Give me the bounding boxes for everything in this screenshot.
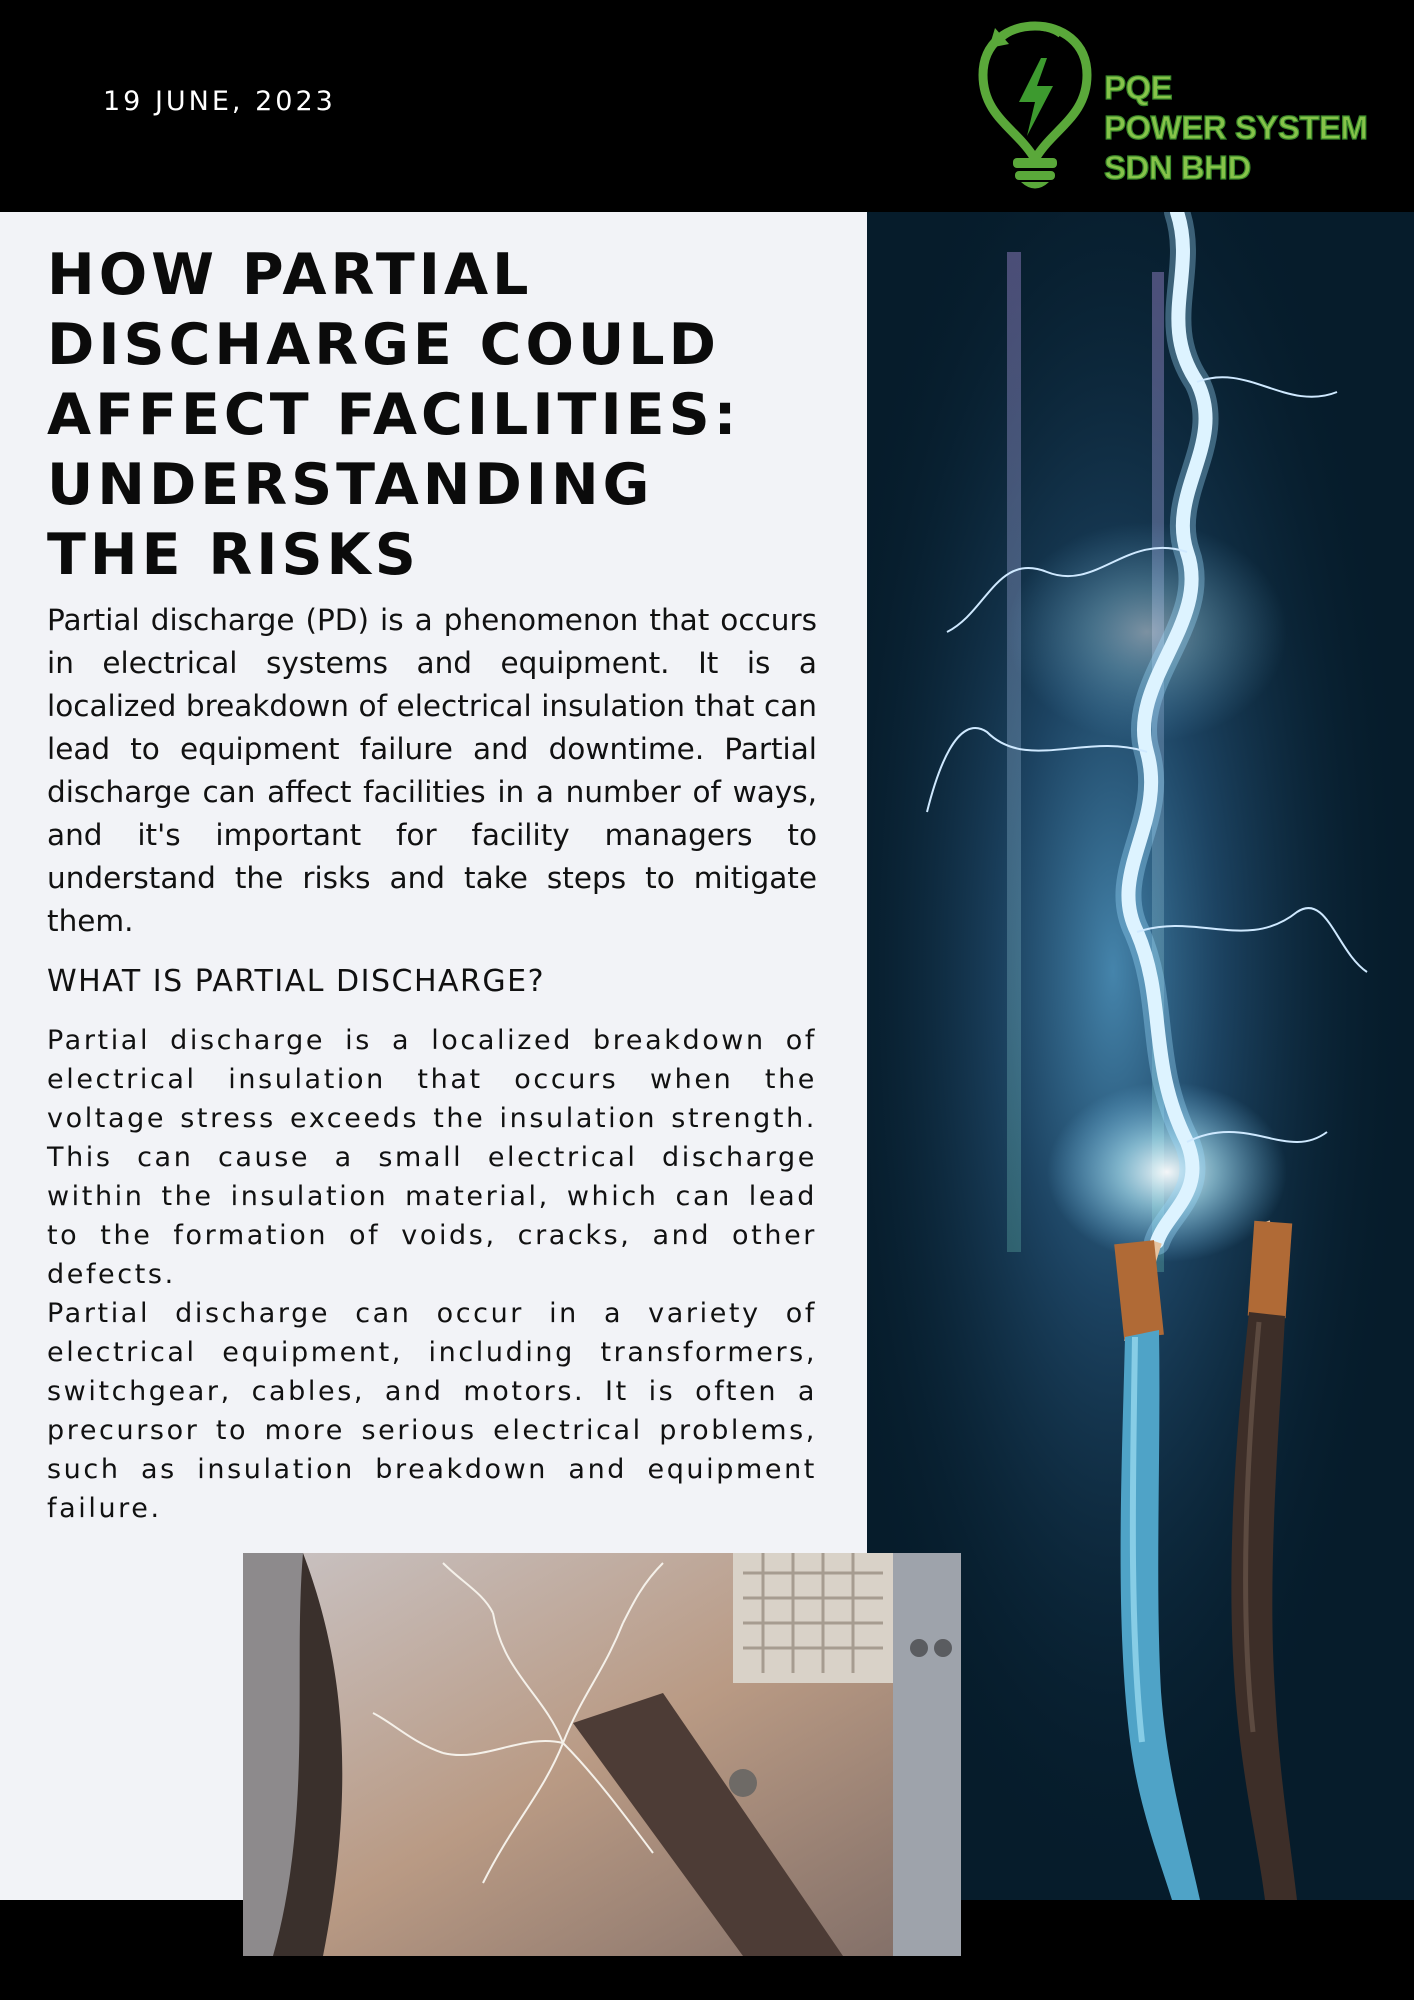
header-bar <box>0 0 1414 212</box>
burnt-insulation-photo <box>243 1553 961 1956</box>
article-title: HOW PARTIAL DISCHARGE COULD AFFECT FACILITIES: UNDERSTANDING THE RISKS <box>47 242 741 588</box>
publish-date: 19 JUNE, 2023 <box>103 86 336 117</box>
intro-paragraph: Partial discharge (PD) is a phenomenon that occurs in electrical systems and equipment. It is a localized breakdown of electrical insulation that can lead to equipment failure and downtime. Partial discharge can affect facilities in a number of ways, and it's important for facility managers to understand the risks and take steps to mitigate them. <box>47 603 817 938</box>
company-name-line1: PQE <box>1104 69 1173 106</box>
section-heading: WHAT IS PARTIAL DISCHARGE? <box>47 964 545 999</box>
body-paragraph-2: Partial discharge can occur in a variety of electrical equipment, including transformers, switchgear, cables, and motors. It is often a precursor to more serious electrical problems, such as insulation breakdown and equipment failure. <box>47 1298 817 1524</box>
company-name-line3: SDN BHD <box>1104 149 1251 186</box>
lightbulb-lightning-icon <box>983 26 1087 189</box>
company-name <box>1104 68 1368 188</box>
company-name-line2: POWER SYSTEM <box>1104 109 1368 146</box>
body-paragraph-1: Partial discharge is a localized breakdown of electrical insulation that occurs when the voltage stress exceeds the insulation strength. This can cause a small electrical discharge within the insulation material, which can lead to the formation of voids, cracks, and other defects. <box>47 1025 817 1290</box>
